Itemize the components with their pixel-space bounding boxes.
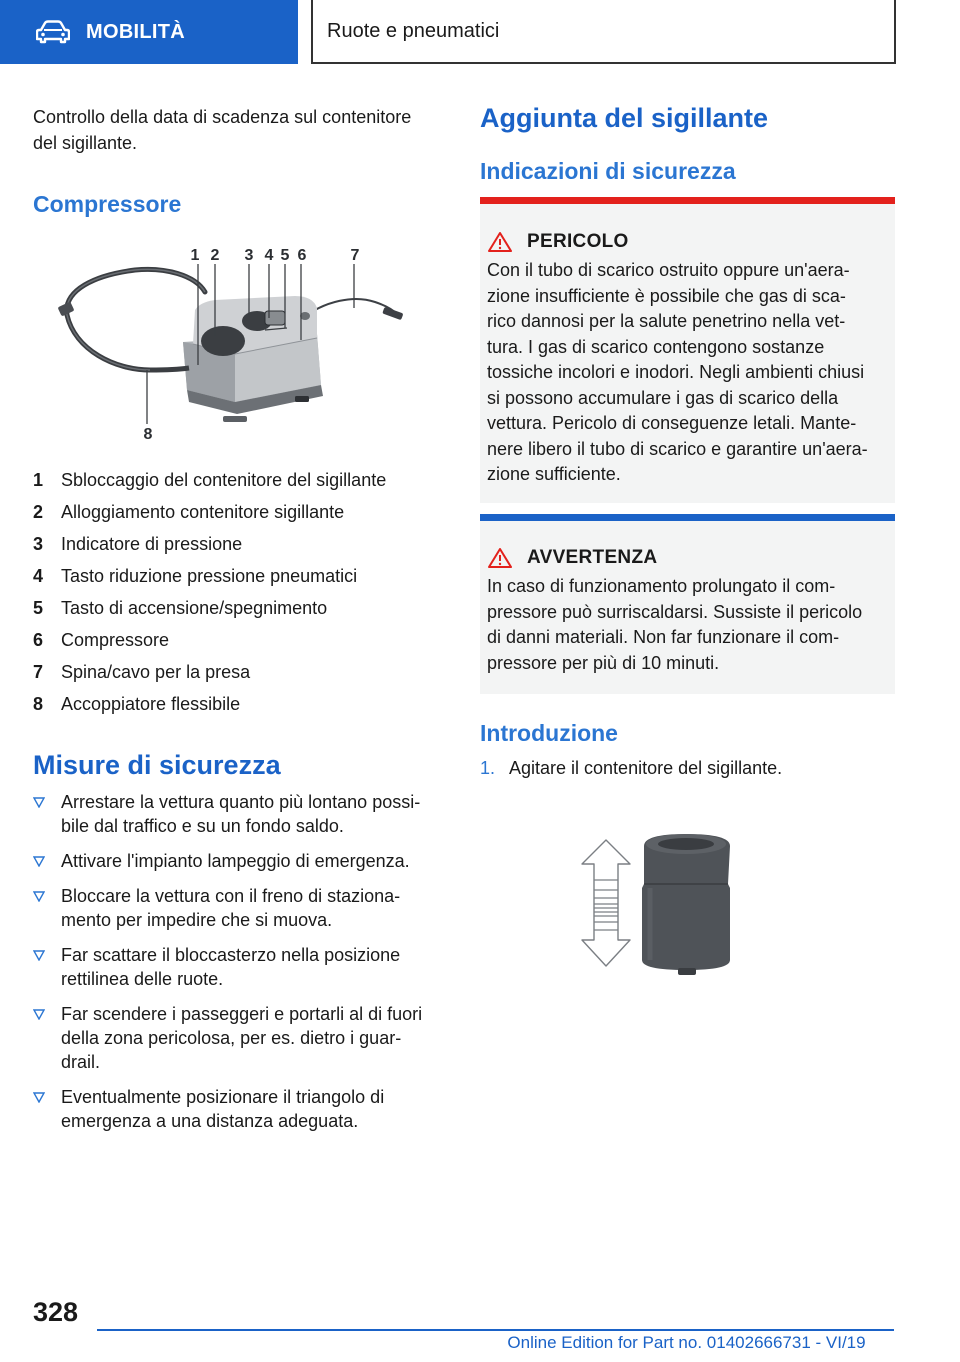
steps-list <box>480 755 895 781</box>
bullet-line: mento per impedire che si muova. <box>61 910 333 930</box>
danger-line: tossiche incolori e inodori. Negli ambienti chiusi <box>487 362 865 382</box>
bullet-triangle-icon <box>33 856 45 867</box>
intro-heading: Introduzione <box>480 720 618 746</box>
warning-line: di danni materiali. Non far funzionare il com- <box>487 627 840 647</box>
bullet-line: Eventualmente posizionare il triangolo di <box>61 1087 385 1107</box>
edition-note: Online Edition for Part no. 01402666731 - VI/19 <box>507 1333 866 1352</box>
footer-divider <box>97 1329 894 1331</box>
bullet-triangle-icon <box>33 891 45 902</box>
legend-item <box>33 592 443 624</box>
danger-notice <box>480 197 895 503</box>
callout-number: 7 <box>350 247 360 264</box>
compressor-heading: Compressore <box>33 191 182 217</box>
danger-line: Con il tubo di scarico ostruito oppure un'aera- <box>487 260 850 280</box>
legend-number: 6 <box>33 629 44 650</box>
warning-title-row <box>480 521 895 574</box>
danger-line: nere libero il tubo di scarico e garantire un'aera- <box>487 438 868 459</box>
danger-line: si possono accumulare i gas di scarico della <box>487 387 839 408</box>
bullet-triangle-icon <box>33 797 45 808</box>
warning-line: pressore per più di 10 minuti. <box>487 652 720 673</box>
warning-bar <box>480 514 895 521</box>
section-label: MOBILITÀ <box>86 20 186 43</box>
bullet-line: Attivare l'impianto lampeggio di emergenza. <box>61 851 410 871</box>
bullet-line: della zona pericolosa, per es. dietro i guar- <box>61 1028 402 1048</box>
legend-text: Indicatore di pressione <box>61 533 243 554</box>
bullet-item <box>33 849 443 873</box>
warning-triangle-icon <box>487 547 513 569</box>
legend-number: 7 <box>33 661 44 682</box>
legend-item <box>33 624 443 656</box>
callout-number: 3 <box>244 247 254 264</box>
danger-title: PERICOLO <box>527 231 629 252</box>
warning-triangle-icon <box>487 231 513 253</box>
safety-bullet-list <box>33 790 443 1144</box>
bullet-line: drail. <box>61 1052 101 1072</box>
shake-bottle-illustration <box>578 828 740 978</box>
danger-title-row <box>480 204 895 258</box>
chapter-title <box>311 0 896 64</box>
warning-notice <box>480 514 895 694</box>
bullet-line: rettilinea delle ruote. <box>61 969 224 989</box>
legend-item <box>33 528 443 560</box>
callout-number: 6 <box>297 247 307 264</box>
bullet-triangle-icon <box>33 1009 45 1020</box>
legend-number: 1 <box>33 469 44 490</box>
legend-number: 5 <box>33 597 44 618</box>
warning-line: In caso di funzionamento prolungato il com- <box>487 576 836 596</box>
callout-number: 8 <box>143 426 153 443</box>
legend-item <box>33 464 443 496</box>
bullet-line: Bloccare la vettura con il freno di staziona- <box>61 886 401 906</box>
legend-item <box>33 688 443 720</box>
legend-number: 3 <box>33 533 44 554</box>
warning-title: AVVERTENZA <box>527 547 658 568</box>
legend-text: Spina/cavo per la presa <box>61 661 251 682</box>
legend-text: Sbloccaggio del contenitore del sigillante <box>61 469 387 490</box>
bullet-item <box>33 1085 443 1133</box>
danger-bar <box>480 197 895 204</box>
bullet-item <box>33 790 443 838</box>
bullet-line: Far scattare il bloccasterzo nella posizione <box>61 945 401 965</box>
warning-line: pressore può surriscaldarsi. Sussiste il pericolo <box>487 601 863 622</box>
legend-number: 4 <box>33 565 44 586</box>
intro-paragraph <box>33 104 443 156</box>
legend-number: 8 <box>33 693 44 714</box>
danger-line: rico dannosi per la salute penetrino nella vet- <box>487 311 846 331</box>
step-number: 1. <box>480 758 496 778</box>
compressor-illustration <box>55 240 415 445</box>
bullet-line: bile dal traffico e su un fondo saldo. <box>61 816 344 836</box>
bullet-line: emergenza a una distanza adeguata. <box>61 1111 359 1131</box>
page-number: 328 <box>33 1297 79 1327</box>
warning-body <box>480 574 895 676</box>
legend-number: 2 <box>33 501 44 522</box>
legend-text: Accoppiatore flessibile <box>61 693 241 714</box>
legend-list <box>33 464 443 720</box>
safety-heading: Misure di sicurezza <box>33 750 281 780</box>
step-text: Agitare il contenitore del sigillante. <box>509 758 783 778</box>
main-heading: Aggiunta del sigillante <box>480 103 769 133</box>
bullet-line: Far scendere i passeggeri e portarli al di fuori <box>61 1004 423 1024</box>
legend-text: Alloggiamento contenitore sigillante <box>61 501 345 522</box>
bullet-triangle-icon <box>33 1092 45 1103</box>
danger-line: tura. I gas di scarico contengono sostanze <box>487 336 825 357</box>
bullet-item <box>33 943 443 991</box>
car-icon <box>36 20 70 44</box>
legend-text: Tasto di accensione/spegnimento <box>61 597 328 618</box>
intro-line: Controllo della data di scadenza sul contenitore <box>33 107 412 127</box>
bullet-item <box>33 884 443 932</box>
callout-number: 5 <box>280 247 290 264</box>
intro-line: del sigillante. <box>33 133 138 153</box>
bullet-item <box>33 1002 443 1074</box>
step-item <box>480 755 895 781</box>
bullet-triangle-icon <box>33 950 45 961</box>
legend-text: Tasto riduzione pressione pneumatici <box>61 565 358 586</box>
callout-number: 1 <box>190 247 200 264</box>
callout-number: 2 <box>210 247 220 264</box>
legend-item <box>33 560 443 592</box>
legend-item <box>33 656 443 688</box>
safety-sub-heading: Indicazioni di sicurezza <box>480 158 736 184</box>
danger-line: zione insufficiente è possibile che gas di sca- <box>487 285 846 306</box>
legend-item <box>33 496 443 528</box>
bullet-line: Arrestare la vettura quanto più lontano possi- <box>61 792 421 812</box>
legend-text: Compressore <box>61 629 170 650</box>
danger-line: zione sufficiente. <box>487 464 621 484</box>
callout-number: 4 <box>264 247 274 264</box>
danger-line: vettura. Pericolo di conseguenze letali. Mante- <box>487 413 857 433</box>
chapter-title-text: Ruote e pneumatici <box>327 19 500 42</box>
danger-body <box>480 258 895 488</box>
section-tab[interactable] <box>0 0 298 64</box>
